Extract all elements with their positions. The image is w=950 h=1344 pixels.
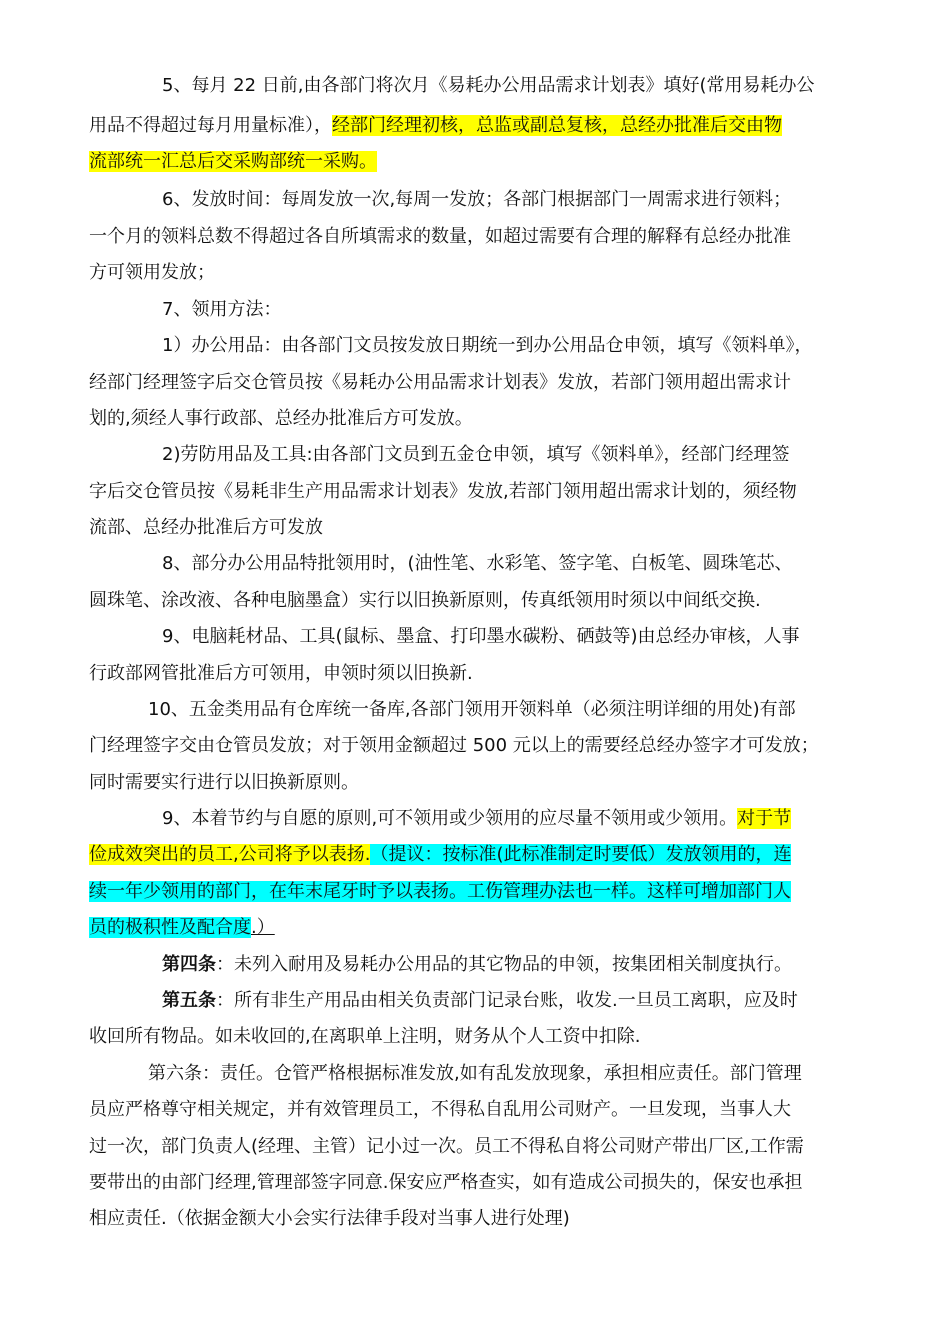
text-span: ：所有非生产用品由相关负责部门记录台账，收发.一旦员工离职，应及时 <box>216 990 798 1011</box>
text-line: 行政部网管批准后方可领用，申领时须以旧换新. <box>89 663 473 684</box>
text-line: 1）办公用品：由各部门文员按发放日期统一到办公用品仓申领，填写《领料单》， <box>162 335 813 356</box>
article-label: 第五条 <box>162 990 216 1011</box>
highlight-yellow: 流部统一汇总后交采购部统一采购。 <box>89 151 377 172</box>
text-line: 方可领用发放； <box>89 262 215 283</box>
text-line <box>89 150 377 174</box>
paragraph-7-heading: 7、领用方法： <box>162 299 282 320</box>
text-line: 相应责任.（依据金额大小会实行法律手段对当事人进行处理) <box>89 1208 570 1229</box>
text-span: ：未列入耐用及易耗办公用品的其它物品的申领，按集团相关制度执行。 <box>216 954 792 975</box>
text-line: 门经理签字交由仓管员发放；对于领用金额超过 500 元以上的需要经总经办签字才可发放； <box>89 735 819 756</box>
highlight-yellow: 经部门经理初核，总监或副总复核，总经办批准后交由物 <box>332 115 782 136</box>
text-line: 字后交仓管员按《易耗非生产用品需求计划表》发放,若部门领用超出需求计划的，须经物 <box>89 481 797 502</box>
text-line: 10、五金类用品有仓库统一备库,各部门领用开领料单（必须注明详细的用处)有部 <box>148 699 796 720</box>
text-span: 9、本着节约与自愿的原则,可不领用或少领用的应尽量不领用或少领用。 <box>162 808 738 829</box>
text-line <box>162 807 791 831</box>
text-line <box>89 880 791 904</box>
highlight-yellow: 俭成效突出的员工,公司将予以表扬. <box>89 844 371 865</box>
text-line: 一个月的领料总数不得超过各自所填需求的数量，如超过需要有合理的解释有总经办批准 <box>89 226 791 247</box>
text-line: 划的,须经人事行政部、总经办批准后方可发放。 <box>89 408 473 429</box>
article-label: 第四条 <box>162 954 216 975</box>
highlight-cyan: 员的极积性及配合度 <box>89 917 251 938</box>
text-line: 5、每月 22 日前,由各部门将次月《易耗办公用品需求计划表》填好(常用易耗办公 <box>162 75 815 96</box>
highlight-cyan: 续一年少领用的部门，在年末尾牙时予以表扬。工伤管理办法也一样。这样可增加部门人 <box>89 881 791 902</box>
text-line: 经部门经理签字后交仓管员按《易耗办公用品需求计划表》发放，若部门领用超出需求计 <box>89 372 791 393</box>
text-line: 第六条：责任。仓管严格根据标准发放,如有乱发放现象，承担相应责任。部门管理 <box>148 1063 802 1084</box>
text-line: 8、部分办公用品特批领用时，(油性笔、水彩笔、签字笔、白板笔、圆珠笔芯、 <box>162 553 793 574</box>
article-4 <box>162 953 792 977</box>
text-line <box>89 114 782 138</box>
text-line <box>162 989 798 1013</box>
text-line: 圆珠笔、涂改液、各种电脑墨盒）实行以旧换新原则，传真纸领用时须以中间纸交换. <box>89 590 761 611</box>
highlight-yellow: 对于节 <box>737 808 792 829</box>
text-line <box>89 843 791 867</box>
text-line: 过一次，部门负责人(经理、主管）记小过一次。员工不得私自将公司财产带出厂区,工作需 <box>89 1136 804 1157</box>
text-line: 要带出的由部门经理,管理部签字同意.保安应严格查实，如有造成公司损失的，保安也承担 <box>89 1172 803 1193</box>
text-line: 员应严格尊守相关规定，并有效管理员工，不得私自乱用公司财产。一旦发现，当事人大 <box>89 1099 791 1120</box>
highlight-cyan: （提议：按标准(此标准制定时要低）发放领用的，连 <box>370 844 792 865</box>
text-line: 同时需要实行进行以旧换新原则。 <box>89 772 359 793</box>
text-span: 用品不得超过每月用量标准）， <box>89 115 332 136</box>
text-line: 流部、总经办批准后方可发放 <box>89 517 323 538</box>
text-line: 6、发放时间：每周发放一次,每周一发放；各部门根据部门一周需求进行领料； <box>162 189 792 210</box>
text-line <box>89 916 275 940</box>
text-line: 收回所有物品。如未收回的,在离职单上注明，财务从个人工资中扣除. <box>89 1026 641 1047</box>
text-line: 2)劳防用品及工具:由各部门文员到五金仓申领，填写《领料单》，经部门经理签 <box>162 444 790 465</box>
text-line: 9、电脑耗材品、工具(鼠标、墨盒、打印墨水碳粉、硒鼓等)由总经办审核，人事 <box>162 626 800 647</box>
text-span-underlined: .） <box>251 917 275 938</box>
